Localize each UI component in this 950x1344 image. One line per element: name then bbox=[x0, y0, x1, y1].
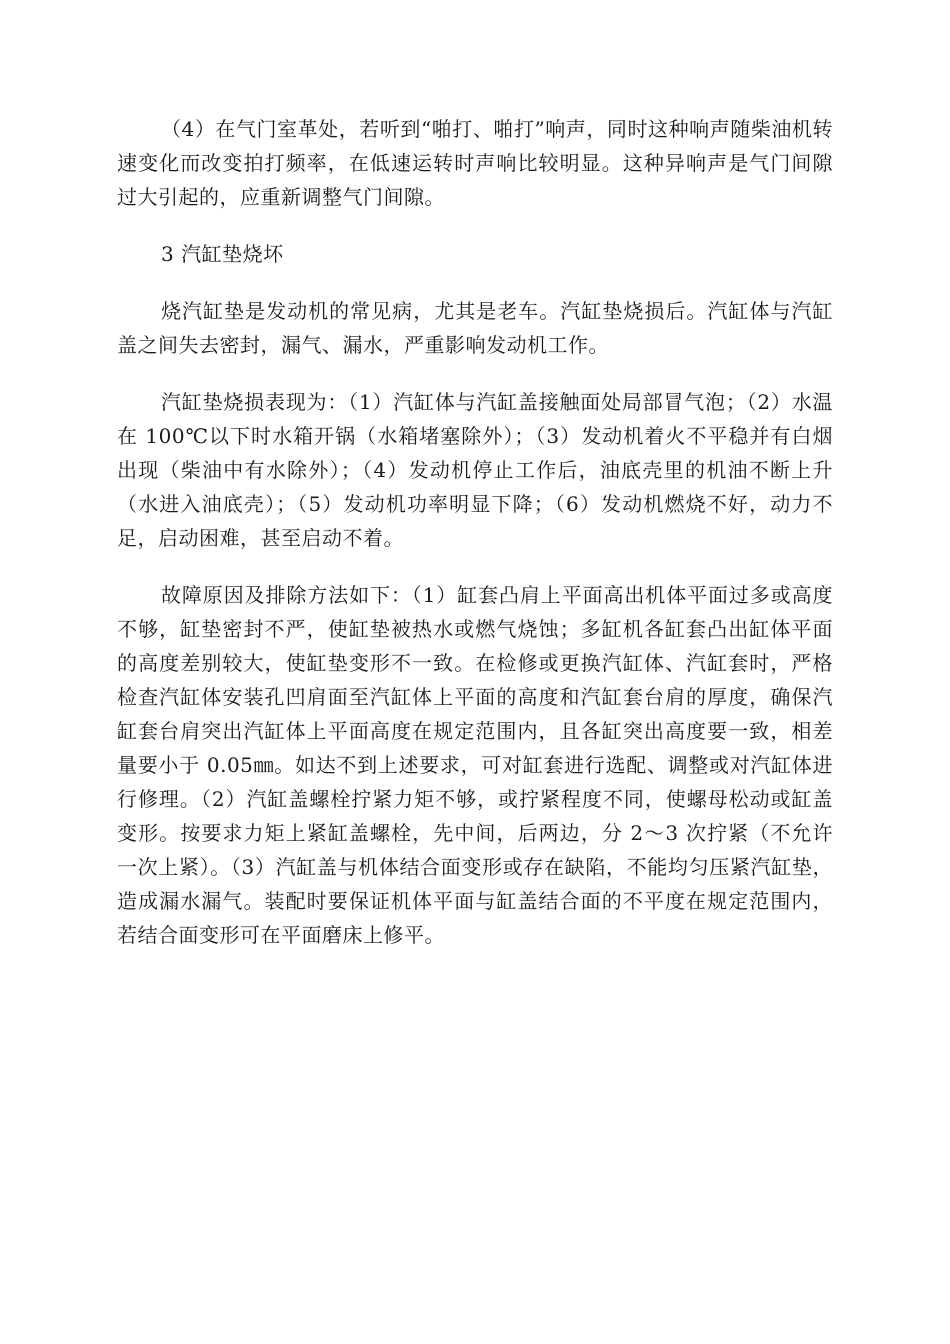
paragraph-intro: 烧汽缸垫是发动机的常见病，尤其是老车。汽缸垫烧损后。汽缸体与汽缸盖之间失去密封，漏气、漏水，严重影响发动机工作。 bbox=[117, 299, 833, 357]
document-body bbox=[117, 112, 833, 952]
paragraph-causes: 故障原因及排除方法如下：（1）缸套凸肩上平面高出机体平面过多或高度不够，缸垫密封不严，使缸垫被热水或燃气烧蚀；多缸机各缸套凸出缸体平面的高度差别较大，使缸垫变形不一致。在检修或更换汽缸体、汽缸套时，严格检查汽缸体安装孔凹肩面至汽缸体上平面的高度和汽缸套台肩的厚度，确保汽缸套台肩突出汽缸体上平面高度在规定范围内，且各缸突出高度要一致，相差量要小于 0.05㎜。如达不到上述要求，可对缸套进行选配、调整或对汽缸体进行修理。（2）汽缸盖螺栓拧紧力矩不够，或拧紧程度不同，使螺母松动或缸盖变形。按要求力矩上紧缸盖螺栓，先中间，后两边，分 2～3 次拧紧（不允许一次上紧）。（3）汽缸盖与机体结合面变形或存在缺陷，不能均匀压紧汽缸垫，造成漏水漏气。装配时要保证机体平面与缸盖结合面的不平度在规定范围内，若结合面变形可在平面磨床上修平。 bbox=[117, 583, 833, 947]
paragraph-valve-noise: （4）在气门室革处，若听到“啪打、啪打”响声，同时这种响声随柴油机转速变化而改变拍打频率，在低速运转时声响比较明显。这种异响声是气门间隙过大引起的，应重新调整气门间隙。 bbox=[117, 117, 833, 209]
section-heading: 3 汽缸垫烧坏 bbox=[161, 242, 284, 266]
paragraph-symptoms: 汽缸垫烧损表现为：（1）汽缸体与汽缸盖接触面处局部冒气泡；（2）水温在 100℃以下时水箱开锅（水箱堵塞除外）；（3）发动机着火不平稳并有白烟出现（柴油中有水除外）；（4）发动机停止工作后，油底壳里的机油不断上升（水进入油底壳）；（5）发动机功率明显下降；（6）发动机燃烧不好，动力不足，启动困难，甚至启动不着。 bbox=[117, 390, 833, 550]
